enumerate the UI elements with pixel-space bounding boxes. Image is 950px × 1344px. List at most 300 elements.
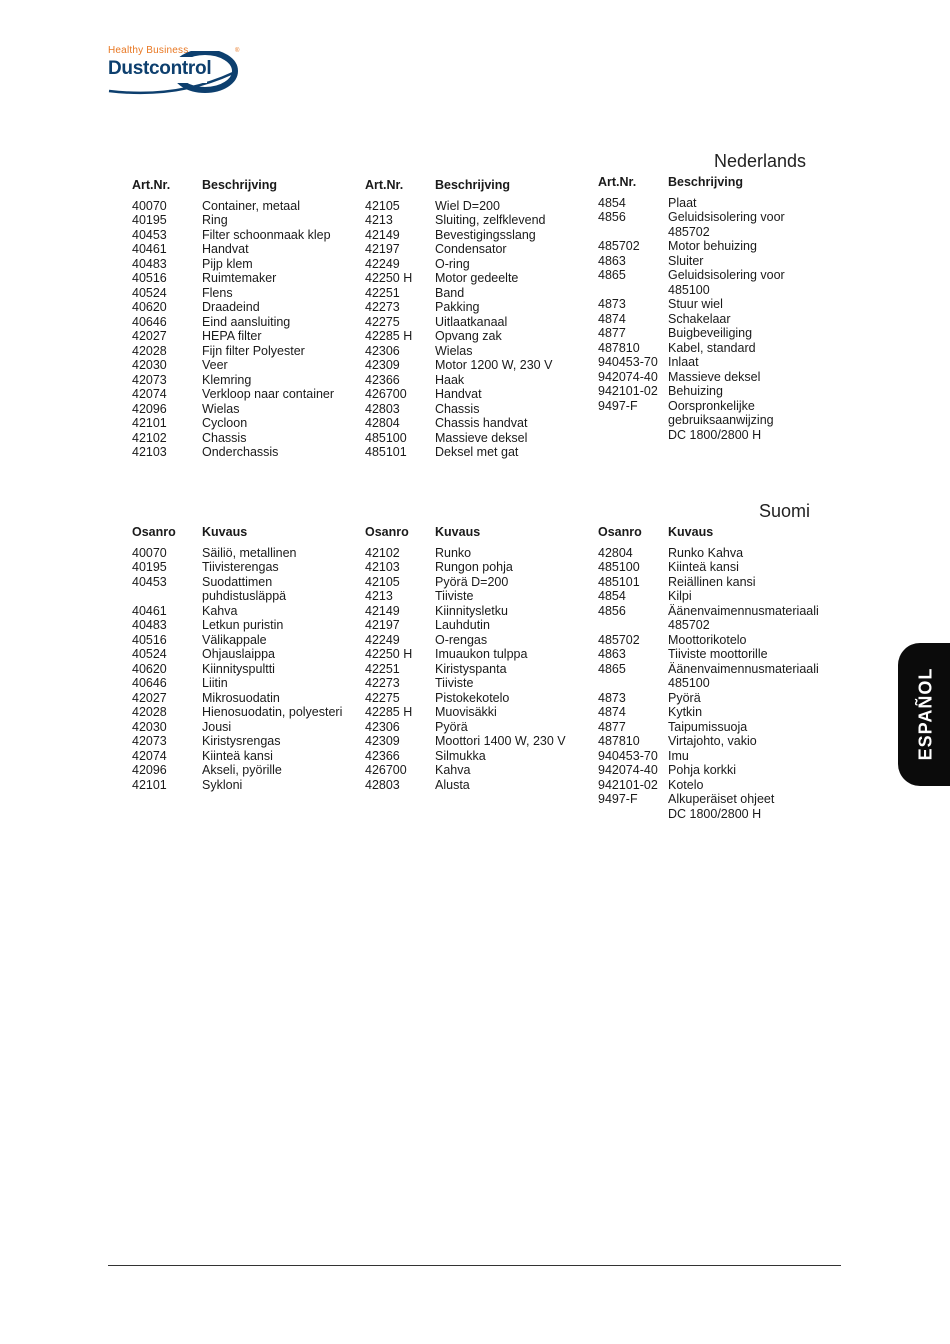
part-description: Akseli, pyörille <box>202 763 282 777</box>
part-description: Äänenvaimennusmateriaali 485100 <box>668 661 819 690</box>
part-number: 942101-02 <box>598 777 658 792</box>
table-row <box>132 705 362 720</box>
table-row <box>132 676 362 691</box>
table-row <box>132 445 362 460</box>
part-number: 42309 <box>365 358 400 372</box>
part-number: 40195 <box>132 560 167 574</box>
part-number: 42074 <box>132 748 167 763</box>
part-description: Moottori 1400 W, 230 V <box>435 734 566 748</box>
part-number: 42309 <box>365 734 400 748</box>
part-description: Veer <box>202 358 228 372</box>
dustcontrol-logo <box>107 45 247 95</box>
table-row <box>365 213 595 228</box>
table-row <box>598 778 836 793</box>
table-row <box>598 341 828 356</box>
part-description: Virtajohto, vakio <box>668 734 757 748</box>
table-row <box>365 734 595 749</box>
table-row <box>598 326 828 341</box>
table-row <box>598 647 836 662</box>
table-row <box>132 373 362 388</box>
table-row <box>365 286 595 301</box>
table-row <box>132 286 362 301</box>
part-number: 4877 <box>598 719 626 734</box>
part-description: Kiristyspanta <box>435 661 507 676</box>
table-row <box>365 416 595 431</box>
table-row <box>132 344 362 359</box>
part-number: 4877 <box>598 326 626 340</box>
parts-table <box>132 178 362 460</box>
part-description: Motor gedeelte <box>435 271 519 285</box>
part-description: Schakelaar <box>668 311 731 326</box>
table-row <box>365 402 595 417</box>
table-row <box>598 355 828 370</box>
part-description: Wielas <box>435 343 473 358</box>
part-description: Chassis handvat <box>435 416 528 430</box>
language-tab-label: ESPAÑOL <box>915 667 936 761</box>
part-description: Filter schoonmaak klep <box>202 227 331 242</box>
part-description: Runko Kahva <box>668 545 744 560</box>
part-description: Kiinteä kansi <box>668 560 739 574</box>
part-number: 4854 <box>598 589 626 603</box>
part-number: 40070 <box>132 545 167 560</box>
table-row <box>598 720 836 735</box>
part-description: Bevestigingsslang <box>435 227 536 242</box>
header-part-number: Osanro <box>365 525 409 539</box>
part-description: Ohjauslaippa <box>202 647 275 661</box>
table-row <box>598 560 836 575</box>
table-row <box>365 633 595 648</box>
part-number: 9497-F <box>598 398 638 413</box>
table-header <box>598 525 836 540</box>
part-number: 485100 <box>365 430 407 445</box>
part-number: 4873 <box>598 690 626 705</box>
part-description: Massieve deksel <box>668 369 761 384</box>
table-row <box>132 242 362 257</box>
table-row <box>132 315 362 330</box>
part-number: 42101 <box>132 416 167 430</box>
part-number: 42251 <box>365 285 400 300</box>
part-number: 4865 <box>598 661 626 676</box>
table-row <box>365 575 595 590</box>
part-description: Imu <box>668 748 689 763</box>
part-number: 42803 <box>365 777 400 792</box>
part-description: Verkloop naar container <box>202 387 335 401</box>
part-description: Kytkin <box>668 705 703 719</box>
part-number: 42074 <box>132 387 167 401</box>
part-description: Kotelo <box>668 777 704 792</box>
header-description: Beschrijving <box>435 178 511 192</box>
section-title-suomi: Suomi <box>759 501 811 521</box>
part-number: 42102 <box>365 545 400 560</box>
part-number: 9497-F <box>598 792 638 806</box>
table-row <box>132 387 362 402</box>
part-number: 42149 <box>365 227 400 242</box>
table-row <box>365 589 595 604</box>
table-row <box>598 705 836 720</box>
part-description: Suodattimen puhdistusläppä <box>202 574 287 603</box>
table-row <box>132 662 362 677</box>
table-row <box>598 604 836 633</box>
table-row <box>132 213 362 228</box>
table-row <box>598 575 836 590</box>
table-row <box>132 546 362 561</box>
part-number: 40620 <box>132 661 167 676</box>
part-number: 4213 <box>365 589 393 603</box>
table-row <box>365 763 595 778</box>
part-description: Imuaukon tulppa <box>435 647 528 661</box>
part-description: Säiliö, metallinen <box>202 545 297 560</box>
part-number: 42073 <box>132 734 167 748</box>
table-header <box>132 178 362 193</box>
header-description: Kuvaus <box>435 525 481 539</box>
part-number: 42096 <box>132 763 167 777</box>
table-row <box>365 373 595 388</box>
table-row <box>365 344 595 359</box>
part-number: 4863 <box>598 647 626 661</box>
part-description: Band <box>435 285 465 300</box>
table-header <box>365 525 595 540</box>
part-description: Hienosuodatin, polyesteri <box>202 705 343 719</box>
table-row <box>365 257 595 272</box>
part-description: Klemring <box>202 372 252 387</box>
part-number: 42803 <box>365 401 400 416</box>
part-number: 426700 <box>365 763 407 777</box>
part-number: 42028 <box>132 705 167 719</box>
part-description: Pistokekotelo <box>435 690 510 705</box>
part-number: 42027 <box>132 329 167 343</box>
part-number: 42105 <box>365 198 400 213</box>
part-description: Letkun puristin <box>202 618 284 632</box>
header-description: Kuvaus <box>202 525 248 539</box>
part-number: 42285 H <box>365 329 413 343</box>
table-row <box>365 618 595 633</box>
table-row <box>132 763 362 778</box>
part-number: 485101 <box>598 574 640 589</box>
part-description: Reiällinen kansi <box>668 574 756 589</box>
table-row <box>365 560 595 575</box>
part-description: Chassis <box>202 430 247 445</box>
part-description: Muovisäkki <box>435 705 497 719</box>
table-row <box>132 228 362 243</box>
part-number: 42096 <box>132 401 167 416</box>
part-description: O-ring <box>435 256 470 271</box>
part-description: Uitlaatkanaal <box>435 314 508 329</box>
part-number: 940453-70 <box>598 748 658 763</box>
table-row <box>132 402 362 417</box>
part-number: 42197 <box>365 242 400 256</box>
table-row <box>598 792 836 821</box>
part-description: Alkuperäiset ohjeet DC 1800/2800 H <box>668 792 775 821</box>
table-row <box>365 228 595 243</box>
part-description: Draadeind <box>202 300 260 314</box>
part-description: Pyörä D=200 <box>435 574 509 589</box>
section-title-nederlands: Nederlands <box>714 151 807 171</box>
header-description: Beschrijving <box>668 175 744 189</box>
part-number: 485702 <box>598 632 640 647</box>
part-number: 485101 <box>365 445 407 459</box>
table-row <box>598 734 836 749</box>
part-number: 4854 <box>598 195 626 210</box>
part-description: Sluiting, zelfklevend <box>435 213 546 227</box>
part-number: 42030 <box>132 358 167 372</box>
part-number: 942074-40 <box>598 763 658 777</box>
part-description: Sykloni <box>202 777 243 792</box>
part-number: 40483 <box>132 618 167 632</box>
part-description: Inlaat <box>668 355 699 369</box>
part-number: 42249 <box>365 632 400 647</box>
part-description: Wiel D=200 <box>435 198 500 213</box>
footer-divider <box>108 1265 841 1266</box>
part-number: 42306 <box>365 343 400 358</box>
part-number: 40453 <box>132 227 167 242</box>
part-description: Lauhdutin <box>435 618 490 632</box>
table-row <box>132 633 362 648</box>
part-description: Deksel met gat <box>435 445 519 459</box>
table-row <box>598 254 828 269</box>
part-description: HEPA filter <box>202 329 262 343</box>
table-row <box>598 691 836 706</box>
part-number: 942074-40 <box>598 369 658 384</box>
table-row <box>598 196 828 211</box>
table-row <box>365 546 595 561</box>
part-description: Pohja korkki <box>668 763 737 777</box>
logo-tagline: Healthy Business <box>108 45 189 56</box>
logo-wordmark: Dustcontrol <box>108 58 212 79</box>
table-row <box>598 370 828 385</box>
table-row <box>132 749 362 764</box>
table-row <box>365 358 595 373</box>
part-number: 4874 <box>598 705 626 719</box>
table-row <box>365 315 595 330</box>
part-description: Kiristysrengas <box>202 734 281 748</box>
part-description: Motor behuizing <box>668 239 757 253</box>
part-description: Taipumissuoja <box>668 719 748 734</box>
table-row <box>365 749 595 764</box>
part-number: 42028 <box>132 343 167 358</box>
part-number: 42366 <box>365 748 400 763</box>
table-row <box>598 662 836 691</box>
part-description: Tiivisterengas <box>202 560 279 574</box>
part-description: Kiinnityspultti <box>202 661 275 676</box>
part-description: Stuur wiel <box>668 297 723 311</box>
table-row <box>365 387 595 402</box>
part-number: 4856 <box>598 603 626 618</box>
table-header <box>132 525 362 540</box>
part-number: 426700 <box>365 387 407 401</box>
table-row <box>598 589 836 604</box>
part-description: Geluidsisolering voor 485702 <box>668 210 785 239</box>
part-description: Tiiviste moottorille <box>668 647 768 661</box>
part-number: 42804 <box>365 416 400 430</box>
part-description: Eind aansluiting <box>202 314 291 329</box>
table-row <box>132 358 362 373</box>
part-description: O-rengas <box>435 632 488 647</box>
part-number: 40070 <box>132 198 167 213</box>
part-number: 42250 H <box>365 647 413 661</box>
part-number: 940453-70 <box>598 355 658 369</box>
part-description: Plaat <box>668 195 697 210</box>
part-number: 42103 <box>132 445 167 459</box>
part-number: 42103 <box>365 560 400 574</box>
table-row <box>365 720 595 735</box>
part-description: Behuizing <box>668 384 723 398</box>
part-description: Massieve deksel <box>435 430 528 445</box>
part-description: Chassis <box>435 401 480 416</box>
part-number: 40516 <box>132 632 167 647</box>
part-description: Oorspronkelijke gebruiksaanwijzing DC 1800/2800 H <box>668 398 774 442</box>
part-number: 42306 <box>365 719 400 734</box>
table-row <box>598 239 828 254</box>
part-description: Wielas <box>202 401 240 416</box>
part-number: 42105 <box>365 574 400 589</box>
part-number: 40646 <box>132 314 167 329</box>
part-description: Ruimtemaker <box>202 271 277 285</box>
part-number: 487810 <box>598 340 640 355</box>
part-description: Välikappale <box>202 632 267 647</box>
part-number: 40646 <box>132 676 167 690</box>
part-number: 42030 <box>132 719 167 734</box>
part-description: Kahva <box>202 603 238 618</box>
part-number: 42027 <box>132 690 167 705</box>
part-number: 40461 <box>132 603 167 618</box>
part-description: Kiinteä kansi <box>202 748 273 763</box>
table-row <box>598 297 828 312</box>
table-row <box>598 210 828 239</box>
parts-table <box>132 525 362 792</box>
part-number: 4213 <box>365 213 393 227</box>
part-number: 942101-02 <box>598 384 658 398</box>
part-description: Pakking <box>435 300 480 314</box>
table-row <box>365 691 595 706</box>
table-row <box>132 618 362 633</box>
part-number: 4874 <box>598 311 626 326</box>
part-description: Alusta <box>435 777 470 792</box>
table-row <box>598 312 828 327</box>
table-row <box>598 268 828 297</box>
header-part-number: Art.Nr. <box>598 175 637 189</box>
part-description: Motor 1200 W, 230 V <box>435 358 553 372</box>
part-number: 42249 <box>365 256 400 271</box>
table-row <box>132 300 362 315</box>
parts-table <box>365 525 595 792</box>
part-number: 42273 <box>365 300 400 314</box>
header-part-number: Art.Nr. <box>132 178 171 192</box>
table-row <box>365 604 595 619</box>
table-row <box>132 199 362 214</box>
table-row <box>132 560 362 575</box>
table-row <box>365 445 595 460</box>
parts-table <box>365 178 595 460</box>
part-number: 40195 <box>132 213 167 227</box>
part-description: Onderchassis <box>202 445 279 459</box>
table-row <box>365 431 595 446</box>
part-description: Opvang zak <box>435 329 502 343</box>
table-row <box>132 691 362 706</box>
table-row <box>598 546 836 561</box>
logo-registered-mark: ® <box>235 48 240 54</box>
part-number: 487810 <box>598 734 640 748</box>
table-row <box>132 604 362 619</box>
part-number: 485100 <box>598 560 640 574</box>
part-number: 42149 <box>365 603 400 618</box>
part-description: Kilpi <box>668 589 692 603</box>
header-part-number: Osanro <box>132 525 176 539</box>
table-row <box>365 300 595 315</box>
part-number: 485702 <box>598 239 640 253</box>
part-description: Handvat <box>202 242 249 256</box>
table-row <box>598 763 836 778</box>
table-row <box>365 199 595 214</box>
part-number: 42275 <box>365 690 400 705</box>
table-row <box>598 384 828 399</box>
part-number: 42804 <box>598 545 633 560</box>
part-description: Handvat <box>435 387 482 401</box>
table-row <box>365 242 595 257</box>
table-row <box>365 647 595 662</box>
part-number: 42250 H <box>365 271 413 285</box>
part-description: Fijn filter Polyester <box>202 343 305 358</box>
part-description: Ring <box>202 213 228 227</box>
part-description: Pyörä <box>435 719 468 734</box>
part-description: Cycloon <box>202 416 248 430</box>
part-number: 4856 <box>598 210 626 224</box>
table-row <box>132 271 362 286</box>
part-number: 42101 <box>132 777 167 792</box>
part-description: Sluiter <box>668 253 704 268</box>
header-description: Kuvaus <box>668 525 714 539</box>
part-number: 42073 <box>132 372 167 387</box>
part-description: Geluidsisolering voor 485100 <box>668 268 785 297</box>
part-description: Kahva <box>435 763 471 777</box>
table-row <box>365 705 595 720</box>
part-description: Tiiviste <box>435 676 474 690</box>
part-description: Tiiviste <box>435 589 474 603</box>
part-description: Pyörä <box>668 690 701 705</box>
part-description: Jousi <box>202 719 232 734</box>
header-part-number: Osanro <box>598 525 642 539</box>
table-row <box>365 271 595 286</box>
part-number: 42275 <box>365 314 400 329</box>
table-header <box>598 175 828 190</box>
part-description: Äänenvaimennusmateriaali 485702 <box>668 603 819 632</box>
part-description: Mikrosuodatin <box>202 690 280 705</box>
part-number: 40453 <box>132 574 167 589</box>
table-row <box>365 778 595 793</box>
table-row <box>365 329 595 344</box>
part-number: 42273 <box>365 676 400 690</box>
part-number: 40483 <box>132 256 167 271</box>
table-row <box>132 431 362 446</box>
part-description: Runko <box>435 545 472 560</box>
part-number: 42366 <box>365 372 400 387</box>
parts-table <box>598 175 828 442</box>
part-number: 40524 <box>132 647 167 661</box>
part-description: Liitin <box>202 676 228 690</box>
part-number: 40524 <box>132 285 167 300</box>
table-row <box>598 399 828 443</box>
part-description: Flens <box>202 285 233 300</box>
table-row <box>132 778 362 793</box>
table-row <box>365 662 595 677</box>
part-number: 42251 <box>365 661 400 676</box>
part-description: Container, metaal <box>202 198 300 213</box>
language-tab-espanol[interactable] <box>898 643 950 786</box>
part-description: Condensator <box>435 242 507 256</box>
part-number: 4865 <box>598 268 626 282</box>
table-row <box>132 647 362 662</box>
header-part-number: Art.Nr. <box>365 178 404 192</box>
table-row <box>132 734 362 749</box>
